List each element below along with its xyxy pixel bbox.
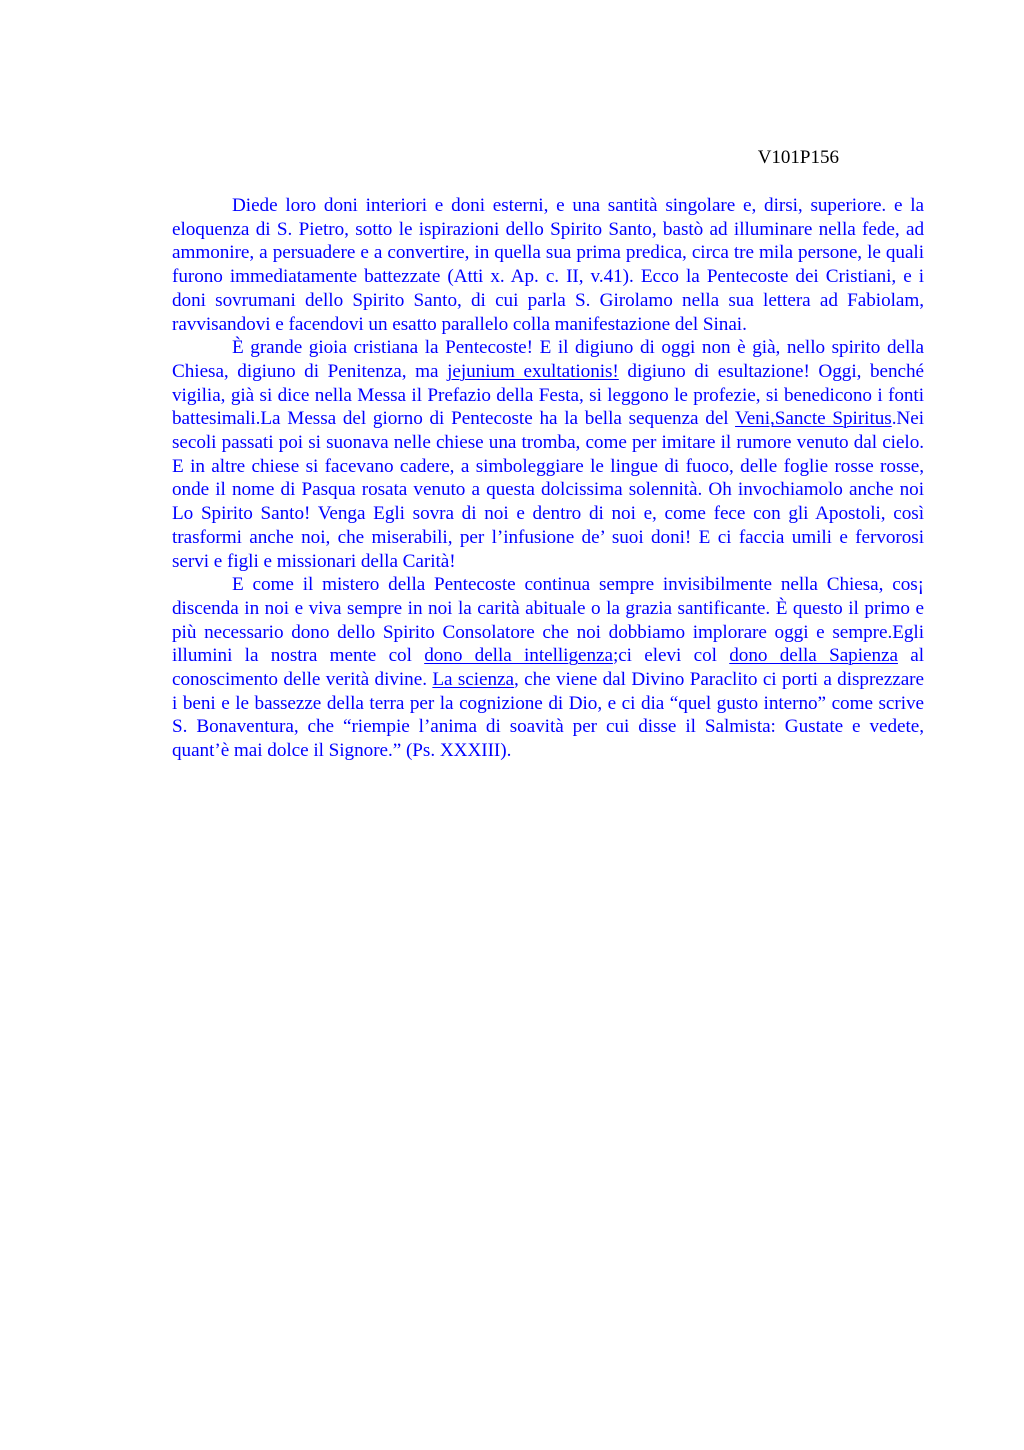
underlined-phrase-scienza: La scienza: [432, 669, 514, 691]
page-id-label: V101P156: [757, 147, 839, 168]
paragraph-1: [172, 194, 924, 336]
underlined-phrase-sapienza: dono della Sapienza: [729, 645, 898, 667]
underlined-phrase-veni-sancte: Veni,Sancte Spiritus: [735, 408, 892, 430]
paragraph-2-text-c: .Nei secoli passati poi si suonava nelle chiese una tromba, come per imitare il rumore venuto dal cielo. E in altre chiese si facevano cadere, a simboleggiare le lingue di fuoco, delle foglie rosse rosse, onde il nome di Pasqua rosata venuto a questa dolcissima solennità. Oh invochiamolo anche noi Lo Spirito Santo! Venga Egli sovra di noi e dentro di noi e, come fece con gli Apostoli, così trasformi anche noi, che miserabili, per l’infusione de’ suoi doni! E ci faccia umili e fervorosi servi e figli e missionari della Carità!: [172, 408, 924, 572]
paragraph-3-text-a: E come il mistero della Pentecoste continua sempre invisibilmente nella Chiesa, cos¡ discenda in noi e viva sempre in noi la carità abituale o la grazia santificante. È questo il primo e più necessario dono dello Spirito Consolatore che noi dobbiamo implorare oggi e sempre.Egli illumini la nostra mente col: [172, 574, 924, 667]
paragraph-1-text: Diede loro doni interiori e doni esterni, e una santità singolare e, dirsi, superiore. e la eloquenza di S. Pietro, sotto le ispirazioni dello Spirito Santo, bastò ad illuminare nella fede, ad ammonire, a persuadere e a convertire, in quella sua prima predica, circa tre mila persone, le quali furono immediatamente battezzate (Atti x. Ap. c. II, v.41). Ecco la Pentecoste dei Cristiani, e i doni sovrumani dello Spirito Santo, di cui parla S. Girolamo nella sua lettera ad Fabiolam, ravvisandovi e facendovi un esatto parallelo colla manifestazione del Sinai.: [172, 195, 924, 335]
paragraph-3-text-b: ;ci elevi col: [612, 645, 730, 667]
paragraph-2-text-a: È grande gioia cristiana la Pentecoste! E il digiuno di oggi non è già, nello spirito della Chiesa, digiuno di Penitenza, ma: [172, 337, 924, 382]
underlined-phrase-jejunium: jejunium exultationis!: [447, 360, 619, 382]
paragraph-2: [172, 336, 924, 573]
underlined-phrase-intelligenza: dono della intelligenza: [424, 645, 613, 667]
paragraph-3-text-d: , che viene dal Divino Paraclito ci porti a disprezzare i beni e le bassezze della terra per la cognizione di Dio, e ci dia “quel gusto interno” come scrive S. Bonaventura, che “riempie l’anima di soavità per cui disse il Salmista: Gustate e vedete, quant’è mai dolce il Signore.” (Ps. XXXIII).: [172, 669, 924, 762]
paragraph-2-text-b: digiuno di esultazione! Oggi, benché vigilia, già si dice nella Messa il Prefazio della Festa, si leggono le profezie, si benedicono i fonti battesimali.La Messa del giorno di Pentecoste ha la bella sequenza del: [172, 360, 925, 430]
paragraph-3-text-c: al conoscimento delle verità divine.: [172, 645, 924, 691]
paragraph-3: [172, 573, 924, 763]
document-body: [172, 194, 924, 763]
